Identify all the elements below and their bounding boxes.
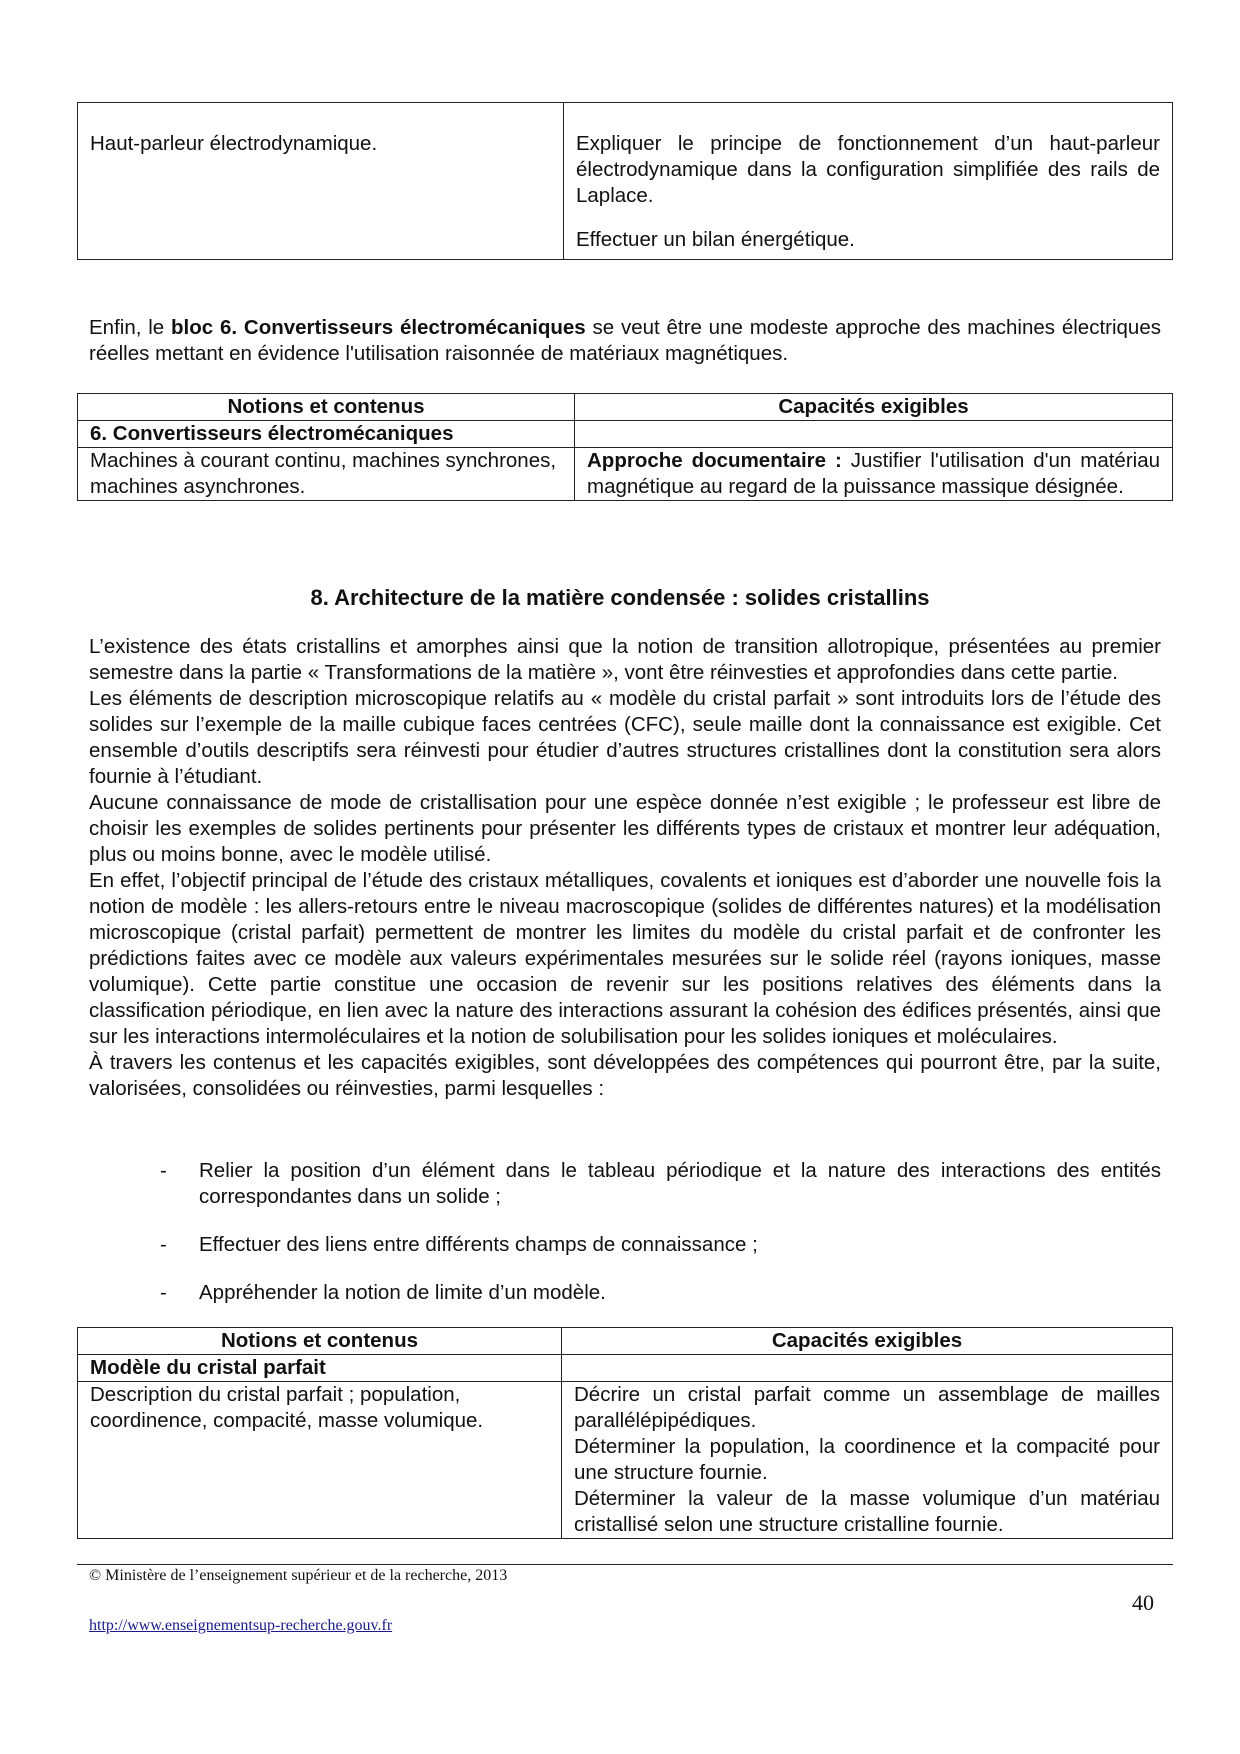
paragraph: Aucune connaissance de mode de cristallisation pour une espèce donnée n’est exigible ; le professeur est libre de choisir les exemples de solides pertinents pour présenter les différents types de cristaux et montrer leur adéquation, plus ou moins bonne, avec le modèle utilisé. (89, 791, 1161, 866)
capacity-cell (562, 1382, 1173, 1539)
capacity-text: Effectuer un bilan énergétique. (576, 228, 855, 251)
page-number: 40 (1132, 1590, 1154, 1615)
intro-prefix: Enfin, le (89, 316, 172, 339)
capacity-cell (575, 448, 1173, 501)
list-item-text: Relier la position d’un élément dans le tableau périodique et la nature des interactions des entités correspondantes dans un solide ; (199, 1159, 1161, 1208)
intro-suffix: se veut être une modeste approche des machines électriques réelles mettant en évidence l'utilisation raisonnée de matériaux magnétiques. (89, 316, 1161, 365)
header-notions: Notions et contenus (78, 394, 575, 421)
competences-list (160, 1158, 1161, 1306)
paragraph: En effet, l’objectif principal de l’étude des cristaux métalliques, covalents et ioniques est d’aborder une nouvelle fois la notion de modèle : les allers-retours entre le niveau macroscopique (solides de différentes natures) et la modélisation microscopique (cristal parfait) permettent de montrer les limites du modèle du cristal parfait et de confronter les prédictions faites avec ce modèle aux valeurs expérimentales mesurées sur le solide réel (rayons ioniques, masse volumique). Cette partie constitue une occasion de revenir sur les positions relatives des éléments dans la classification périodique, en lien avec la nature des interactions assurant la cohésion des édifices présentés, ainsi que sur les interactions intermoléculaires et la notion de solubilisation pour les solides ioniques et moléculaires. (89, 869, 1161, 1048)
dash-bullet: - (160, 1281, 167, 1304)
table-haut-parleur (77, 102, 1173, 260)
notion-cell: Machines à courant continu, machines synchrones, machines asynchrones. (78, 448, 575, 501)
table-row (78, 1382, 1173, 1539)
paragraph: Les éléments de description microscopique relatifs au « modèle du cristal parfait » sont introduits lors de l’étude des solides sur l’exemple de la maille cubique faces centrées (CFC), seule maille dont la connaissance est exigible. Cet ensemble d’outils descriptifs sera réinvesti pour étudier d’autres structures cristallines dont la constitution sera alors fournie à l’étudiant. (89, 687, 1161, 788)
table-header-row (78, 1328, 1173, 1355)
capacity-text: Déterminer la valeur de la masse volumique d’un matériau cristallisé selon une structure cristalline fournie. (574, 1487, 1160, 1536)
dash-bullet: - (160, 1233, 167, 1256)
table-bloc6 (77, 393, 1173, 501)
table-section-row (78, 1355, 1173, 1382)
list-item-text: Appréhender la notion de limite d’un modèle. (199, 1281, 606, 1304)
paragraph: L’existence des états cristallins et amorphes ainsi que la notion de transition allotropique, présentées au premier semestre dans la partie « Transformations de la matière », vont être réinvesties et approfondies dans cette partie. (89, 635, 1161, 684)
empty-cell (575, 421, 1173, 448)
capacity-text: Déterminer la population, la coordinence et la compacité pour une structure fournie. (574, 1435, 1160, 1484)
section-title: 6. Convertisseurs électromécaniques (78, 421, 575, 448)
table-header-row (78, 394, 1173, 421)
capacity-text: Justifier l'utilisation d'un matériau magnétique au regard de la puissance massique désignée. (587, 449, 1161, 498)
list-item (160, 1158, 1161, 1210)
notion-cell (78, 103, 564, 260)
header-capacites: Capacités exigibles (562, 1328, 1173, 1355)
table-row (78, 103, 1173, 260)
table-row (78, 448, 1173, 501)
table-cristal-parfait (77, 1327, 1173, 1539)
capacity-text: Expliquer le principe de fonctionnement d’un haut-parleur électrodynamique dans la configuration simplifiée des rails de Laplace. (576, 132, 1160, 207)
paragraph: À travers les contenus et les capacités exigibles, sont développées des compétences qui pourront être, par la suite, valorisées, consolidées ou réinvesties, parmi lesquelles : (89, 1051, 1161, 1100)
header-notions: Notions et contenus (78, 1328, 562, 1355)
section-body (89, 634, 1161, 1102)
empty-cell (562, 1355, 1173, 1382)
list-item (160, 1280, 1161, 1306)
notion-cell: Description du cristal parfait ; population, coordinence, compacité, masse volumique. (78, 1382, 562, 1539)
notion-text: Haut-parleur électrodynamique. (90, 132, 378, 155)
footer-divider (77, 1564, 1173, 1565)
bloc6-intro (89, 315, 1161, 367)
capacity-cell (564, 103, 1173, 260)
dash-bullet: - (160, 1159, 167, 1182)
approche-label: Approche documentaire : (587, 449, 842, 472)
table-section-row (78, 421, 1173, 448)
section-title: Modèle du cristal parfait (78, 1355, 562, 1382)
capacity-text: Décrire un cristal parfait comme un assemblage de mailles parallélépipédiques. (574, 1383, 1160, 1432)
list-item-text: Effectuer des liens entre différents champs de connaissance ; (199, 1233, 758, 1256)
footer-copyright: © Ministère de l’enseignement supérieur et de la recherche, 2013 (89, 1567, 508, 1584)
section-heading: 8. Architecture de la matière condensée : solides cristallins (310, 585, 930, 610)
intro-bold: bloc 6. Convertisseurs électromécaniques (171, 316, 586, 339)
footer-link[interactable]: http://www.enseignementsup-recherche.gouv.fr (89, 1617, 393, 1634)
header-capacites: Capacités exigibles (575, 394, 1173, 421)
list-item (160, 1232, 1161, 1258)
